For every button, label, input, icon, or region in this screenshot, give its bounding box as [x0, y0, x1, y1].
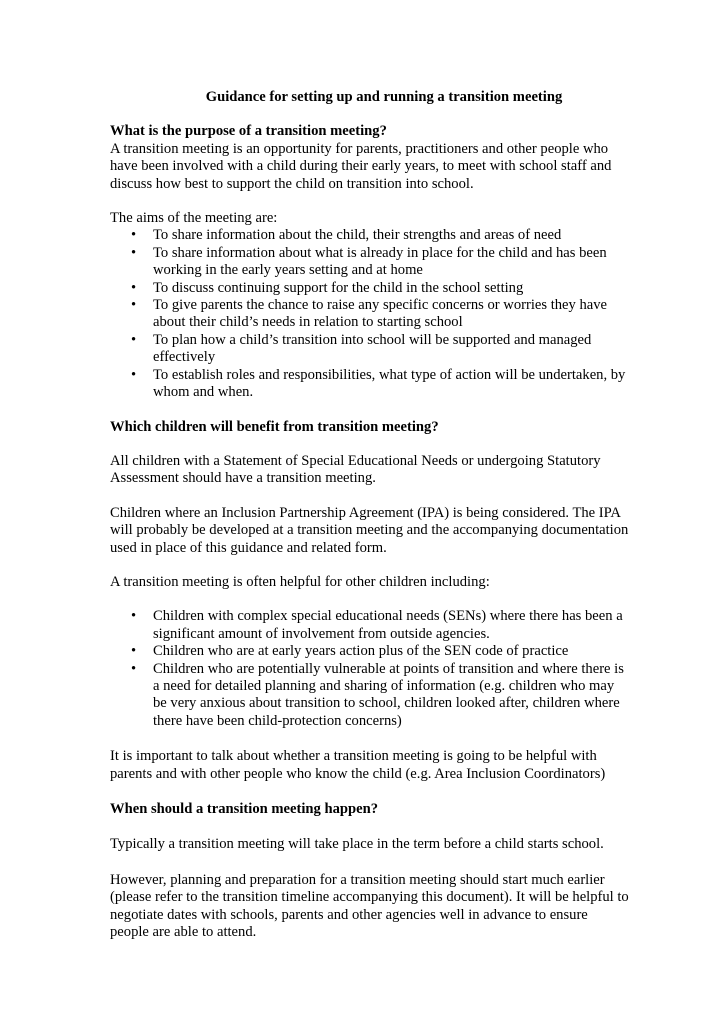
bullet-icon: •	[131, 608, 137, 625]
bullet-icon: •	[131, 297, 137, 314]
when-paragraph-1: Typically a transition meeting will take place in the term before a child starts school.	[110, 836, 604, 853]
benefit-paragraph-2: Children where an Inclusion Partnership Agreement (IPA) is being considered. The IPA will probably be developed at a transition meeting and the accompanying documentation used in place of this guidance and related form.	[110, 504, 629, 556]
list-item-text: Children with complex special educational needs (SENs) where there has been a significant amount of involvement from outside agencies.	[153, 608, 623, 642]
bullet-icon: •	[131, 279, 137, 296]
list-item-text: Children who are potentially vulnerable at points of transition and where there is a need for detailed planning and sharing of information (e.g. children who may be very anxious about transition to school, children looked after, children where there have been child-protection concerns)	[153, 660, 624, 729]
purpose-heading: What is the purpose of a transition meeting?	[110, 123, 387, 140]
document-body	[110, 89, 630, 941]
list-item-text: To plan how a child’s transition into school will be supported and managed effectively	[153, 331, 592, 366]
list-item	[131, 227, 630, 244]
list-item-text: Children who are at early years action plus of the SEN code of practice	[153, 643, 569, 660]
when-paragraph-2: However, planning and preparation for a transition meeting should start much earlier (please refer to the transition timeline accompanying this document). It will be helpful to negotiate dates with schools, parents and other agencies well in advance to ensure people are able to attend.	[110, 871, 629, 941]
list-item	[131, 279, 630, 297]
when-heading: When should a transition meeting happen?	[110, 801, 379, 817]
bullet-icon: •	[131, 331, 137, 348]
list-item-text: To share information about the child, their strengths and areas of need	[153, 227, 562, 244]
bullet-icon: •	[131, 227, 137, 244]
bullet-icon: •	[131, 366, 137, 383]
benefit-paragraph-4: It is important to talk about whether a transition meeting is going to be helpful with parents and with other people who know the child (e.g. Area Inclusion Coordinators)	[110, 748, 606, 782]
list-item	[131, 660, 630, 731]
list-item	[131, 244, 630, 280]
bullet-icon: •	[131, 244, 137, 261]
benefit-heading: Which children will benefit from transition meeting?	[110, 418, 439, 435]
list-item-text: To give parents the chance to raise any specific concerns or worries they have about their child’s needs in relation to starting school	[153, 297, 608, 331]
purpose-intro: A transition meeting is an opportunity for parents, practitioners and other people who have been involved with a child during their early years, to meet with school staff and discuss how best to support the child on transition into school.	[110, 140, 612, 192]
bullet-icon: •	[131, 643, 137, 660]
benefit-paragraph-3: A transition meeting is often helpful for other children including:	[110, 573, 490, 590]
list-item-text: To establish roles and responsibilities, what type of action will be undertaken, by whom and when.	[153, 366, 626, 401]
benefit-paragraph-1: All children with a Statement of Special Educational Needs or undergoing Statutory Assessment should have a transition meeting.	[110, 452, 601, 487]
document-title: Guidance for setting up and running a transition meeting	[205, 89, 563, 105]
list-item	[131, 608, 630, 643]
aims-list	[110, 227, 630, 401]
aims-intro: The aims of the meeting are:	[110, 210, 278, 227]
list-item	[131, 366, 630, 402]
list-item-text: To discuss continuing support for the child in the school setting	[153, 279, 524, 296]
list-item	[131, 297, 630, 332]
benefit-list	[110, 608, 630, 730]
list-item	[131, 331, 630, 367]
list-item-text: To share information about what is already in place for the child and has been working in the early years setting and at home	[153, 244, 607, 279]
bullet-icon: •	[131, 660, 137, 677]
list-item	[131, 643, 630, 660]
